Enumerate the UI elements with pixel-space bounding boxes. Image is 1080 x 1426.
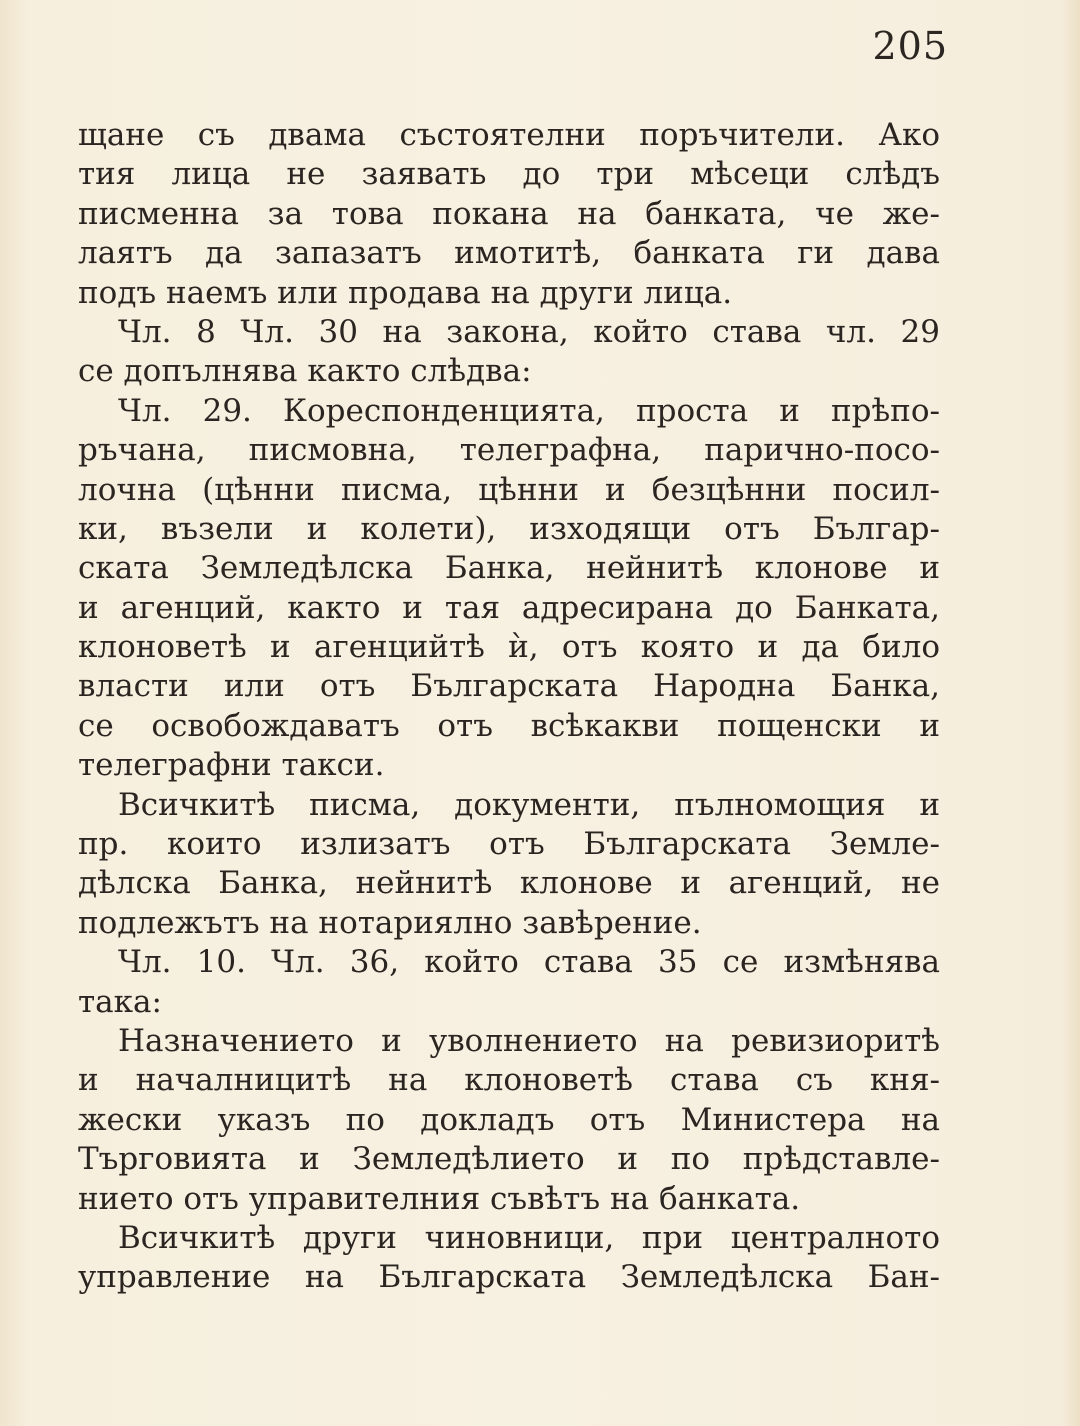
text-line: Всичкитѣ писма, документи, пълномощия и	[118, 786, 940, 823]
text-line: Назначението и уволнението на ревизиоритѣ	[118, 1022, 940, 1059]
text-line: дѣлска Банка, нейнитѣ клонове и агенций, не	[78, 865, 940, 902]
text-line: власти или отъ Българската Народна Банка,	[78, 668, 940, 705]
text-line: Чл. 10. Чл. 36, който става 35 се измѣнява	[118, 944, 940, 981]
text-line: се допълнява както слѣдва:	[78, 353, 532, 390]
text-line: управление на Българската Земледѣлска Бан-	[78, 1259, 940, 1296]
text-line: и агенций, както и тая адресирана до Банката,	[78, 589, 940, 626]
text-line: писменна за това покана на банката, че же-	[78, 195, 940, 232]
text-line: ската Земледѣлска Банка, нейнитѣ клонове и	[78, 550, 940, 587]
text-line: така:	[78, 983, 162, 1020]
text-line: Чл. 8 Чл. 30 на закона, който става чл. 29	[118, 313, 940, 350]
text-line: се освобождаватъ отъ всѣкакви пощенски и	[78, 707, 940, 744]
text-line: щане съ двама състоятелни поръчители. Ако	[78, 117, 940, 153]
text-line: пр. които излизатъ отъ Българската Земле-	[78, 826, 940, 863]
text-line: клоноветѣ и агенцийтѣ ѝ, отъ която и да било	[78, 629, 940, 666]
text-line: жески указъ по докладъ отъ Министера на	[78, 1101, 940, 1138]
page-number: 205	[872, 24, 948, 68]
body-text	[78, 116, 940, 1298]
text-line: Чл. 29. Кореспонденцията, проста и прѣпо-	[118, 392, 940, 429]
text-line: ки, възели и колети), изходящи отъ Българ-	[78, 510, 940, 547]
text-line: Търговията и Земледѣлието и по прѣдставле-	[78, 1141, 940, 1178]
text-line: нието отъ управителния съвѣтъ на банката.	[78, 1180, 801, 1217]
text-line: лаятъ да запазатъ имотитѣ, банката ги дава	[78, 235, 940, 272]
text-line: телеграфни такси.	[78, 747, 385, 784]
text-line: и началницитѣ на клоноветѣ става съ кня-	[78, 1062, 940, 1099]
text-line: тия лица не заявать до три мѣсеци слѣдъ	[78, 156, 940, 193]
text-line: подъ наемъ или продава на други лица.	[78, 274, 733, 311]
text-line: ръчана, писмовна, телеграфна, парично-посо-	[78, 432, 940, 469]
text-line: Всичкитѣ други чиновници, при централното	[118, 1219, 940, 1256]
text-line: лочна (цѣнни писма, цѣнни и безцѣнни посил-	[78, 471, 940, 508]
text-line: подлежътъ на нотариялно завѣрение.	[78, 904, 702, 941]
